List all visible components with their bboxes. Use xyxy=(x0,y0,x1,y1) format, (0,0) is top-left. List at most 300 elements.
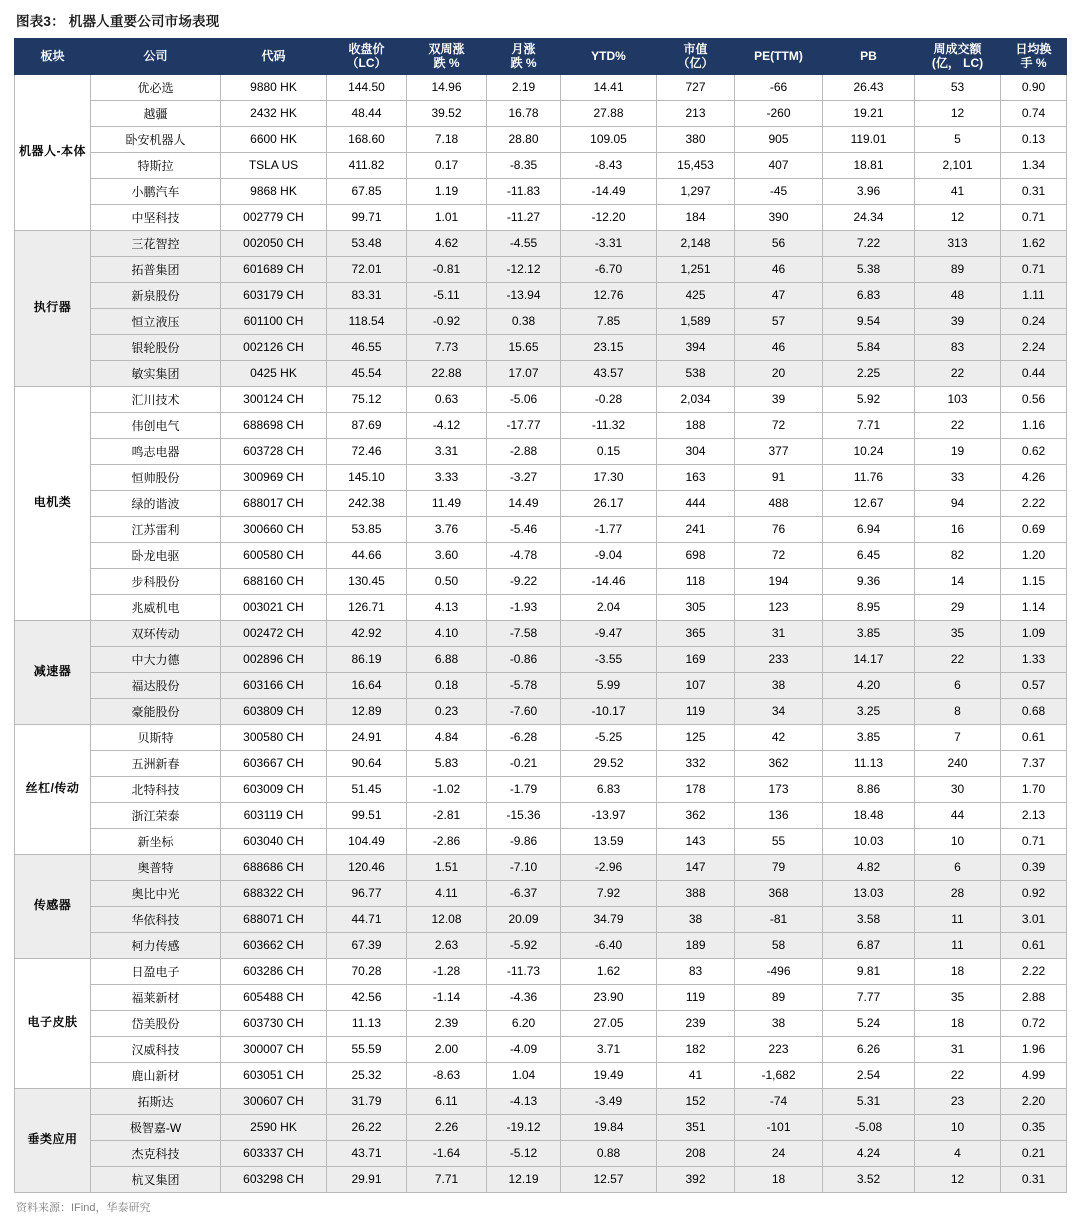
cell-biweekly-change: 1.19 xyxy=(407,178,487,204)
column-header-pe-ttm-label: PE(TTM) xyxy=(754,49,803,64)
cell-stock-code: 603730 CH xyxy=(221,1010,327,1036)
cell-close-price: 72.46 xyxy=(327,438,407,464)
cell-pe-ttm: 31 xyxy=(735,620,823,646)
cell-close-price: 411.82 xyxy=(327,152,407,178)
cell-ytd-change: 12.76 xyxy=(561,282,657,308)
cell-daily-turnover-rate: 7.37 xyxy=(1001,750,1067,776)
cell-ytd-change: -9.47 xyxy=(561,620,657,646)
cell-monthly-change: -5.06 xyxy=(487,386,561,412)
table-row xyxy=(15,516,1067,542)
cell-pe-ttm: 91 xyxy=(735,464,823,490)
cell-pb: 6.45 xyxy=(823,542,915,568)
cell-pe-ttm: 18 xyxy=(735,1166,823,1192)
cell-weekly-turnover: 39 xyxy=(915,308,1001,334)
table-row xyxy=(15,1166,1067,1192)
cell-weekly-turnover: 30 xyxy=(915,776,1001,802)
cell-biweekly-change: 2.00 xyxy=(407,1036,487,1062)
cell-stock-code: 603009 CH xyxy=(221,776,327,802)
sector-cell: 传感器 xyxy=(15,854,91,958)
cell-stock-code: 603040 CH xyxy=(221,828,327,854)
cell-pb: 18.48 xyxy=(823,802,915,828)
cell-weekly-turnover: 240 xyxy=(915,750,1001,776)
cell-daily-turnover-rate: 1.15 xyxy=(1001,568,1067,594)
cell-stock-code: 605488 CH xyxy=(221,984,327,1010)
cell-pe-ttm: 390 xyxy=(735,204,823,230)
cell-ytd-change: -13.97 xyxy=(561,802,657,828)
table-row xyxy=(15,386,1067,412)
cell-biweekly-change: 22.88 xyxy=(407,360,487,386)
cell-market-cap: 538 xyxy=(657,360,735,386)
cell-market-cap: 152 xyxy=(657,1088,735,1114)
cell-weekly-turnover: 41 xyxy=(915,178,1001,204)
cell-close-price: 53.85 xyxy=(327,516,407,542)
cell-biweekly-change: 7.73 xyxy=(407,334,487,360)
cell-close-price: 168.60 xyxy=(327,126,407,152)
cell-weekly-turnover: 19 xyxy=(915,438,1001,464)
cell-pe-ttm: 20 xyxy=(735,360,823,386)
cell-pb: 8.86 xyxy=(823,776,915,802)
cell-company-name: 江苏雷利 xyxy=(91,516,221,542)
cell-ytd-change: 29.52 xyxy=(561,750,657,776)
cell-market-cap: 305 xyxy=(657,594,735,620)
column-header-daily-rate-label: 日均换 xyxy=(1015,42,1052,56)
cell-weekly-turnover: 94 xyxy=(915,490,1001,516)
cell-stock-code: 688017 CH xyxy=(221,490,327,516)
column-header-weekly-turnover xyxy=(915,39,1001,75)
cell-ytd-change: -0.28 xyxy=(561,386,657,412)
cell-daily-turnover-rate: 1.33 xyxy=(1001,646,1067,672)
cell-close-price: 67.85 xyxy=(327,178,407,204)
cell-biweekly-change: 1.01 xyxy=(407,204,487,230)
cell-ytd-change: -3.55 xyxy=(561,646,657,672)
cell-pe-ttm: 38 xyxy=(735,1010,823,1036)
cell-monthly-change: -7.58 xyxy=(487,620,561,646)
cell-pe-ttm: 72 xyxy=(735,412,823,438)
cell-pb: 3.85 xyxy=(823,724,915,750)
cell-ytd-change: -11.32 xyxy=(561,412,657,438)
cell-stock-code: 603286 CH xyxy=(221,958,327,984)
sector-cell: 丝杠/传动 xyxy=(15,724,91,854)
table-row xyxy=(15,802,1067,828)
column-header-pb-label: PB xyxy=(860,49,877,64)
cell-pe-ttm: 57 xyxy=(735,308,823,334)
cell-monthly-change: -5.78 xyxy=(487,672,561,698)
cell-daily-turnover-rate: 2.20 xyxy=(1001,1088,1067,1114)
cell-company-name: 卧龙电驱 xyxy=(91,542,221,568)
cell-monthly-change: -11.27 xyxy=(487,204,561,230)
cell-monthly-change: 2.19 xyxy=(487,74,561,100)
source-note: 资料来源：IFind，华泰研究 xyxy=(16,1201,151,1214)
cell-monthly-change: -13.94 xyxy=(487,282,561,308)
table-row xyxy=(15,438,1067,464)
cell-pb: 5.31 xyxy=(823,1088,915,1114)
cell-ytd-change: 5.99 xyxy=(561,672,657,698)
cell-pb: 3.85 xyxy=(823,620,915,646)
cell-daily-turnover-rate: 0.44 xyxy=(1001,360,1067,386)
cell-weekly-turnover: 313 xyxy=(915,230,1001,256)
cell-company-name: 鹿山新材 xyxy=(91,1062,221,1088)
cell-daily-turnover-rate: 1.62 xyxy=(1001,230,1067,256)
cell-ytd-change: -9.04 xyxy=(561,542,657,568)
cell-close-price: 83.31 xyxy=(327,282,407,308)
cell-weekly-turnover: 2,101 xyxy=(915,152,1001,178)
cell-ytd-change: 23.15 xyxy=(561,334,657,360)
cell-daily-turnover-rate: 1.70 xyxy=(1001,776,1067,802)
cell-ytd-change: 13.59 xyxy=(561,828,657,854)
cell-close-price: 72.01 xyxy=(327,256,407,282)
cell-biweekly-change: -0.92 xyxy=(407,308,487,334)
cell-pb: 3.25 xyxy=(823,698,915,724)
cell-company-name: 特斯拉 xyxy=(91,152,221,178)
column-header-weekly-turnover-sub: (亿， LC) xyxy=(931,56,984,71)
column-header-pb xyxy=(823,39,915,75)
cell-daily-turnover-rate: 0.71 xyxy=(1001,828,1067,854)
cell-weekly-turnover: 83 xyxy=(915,334,1001,360)
cell-close-price: 11.13 xyxy=(327,1010,407,1036)
cell-monthly-change: -4.09 xyxy=(487,1036,561,1062)
cell-market-cap: 380 xyxy=(657,126,735,152)
cell-pb: 4.24 xyxy=(823,1140,915,1166)
cell-market-cap: 119 xyxy=(657,984,735,1010)
cell-pe-ttm: 38 xyxy=(735,672,823,698)
cell-biweekly-change: -1.64 xyxy=(407,1140,487,1166)
cell-market-cap: 388 xyxy=(657,880,735,906)
cell-company-name: 华依科技 xyxy=(91,906,221,932)
cell-pb: 5.92 xyxy=(823,386,915,412)
cell-daily-turnover-rate: 0.71 xyxy=(1001,256,1067,282)
cell-daily-turnover-rate: 0.71 xyxy=(1001,204,1067,230)
cell-stock-code: 603119 CH xyxy=(221,802,327,828)
cell-biweekly-change: 3.60 xyxy=(407,542,487,568)
cell-company-name: 小鹏汽车 xyxy=(91,178,221,204)
cell-company-name: 中坚科技 xyxy=(91,204,221,230)
cell-biweekly-change: 11.49 xyxy=(407,490,487,516)
cell-pe-ttm: 123 xyxy=(735,594,823,620)
cell-close-price: 31.79 xyxy=(327,1088,407,1114)
cell-close-price: 99.51 xyxy=(327,802,407,828)
cell-weekly-turnover: 14 xyxy=(915,568,1001,594)
cell-pb: 18.81 xyxy=(823,152,915,178)
cell-biweekly-change: -1.28 xyxy=(407,958,487,984)
cell-weekly-turnover: 44 xyxy=(915,802,1001,828)
cell-ytd-change: 23.90 xyxy=(561,984,657,1010)
cell-company-name: 新泉股份 xyxy=(91,282,221,308)
cell-company-name: 拓斯达 xyxy=(91,1088,221,1114)
cell-company-name: 双环传动 xyxy=(91,620,221,646)
cell-pe-ttm: 42 xyxy=(735,724,823,750)
column-header-sector-label: 板块 xyxy=(40,49,65,64)
table-row xyxy=(15,568,1067,594)
cell-biweekly-change: 0.17 xyxy=(407,152,487,178)
cell-stock-code: 2590 HK xyxy=(221,1114,327,1140)
cell-daily-turnover-rate: 0.68 xyxy=(1001,698,1067,724)
cell-ytd-change: -14.46 xyxy=(561,568,657,594)
cell-weekly-turnover: 22 xyxy=(915,412,1001,438)
cell-daily-turnover-rate: 2.22 xyxy=(1001,958,1067,984)
cell-pb: 3.52 xyxy=(823,1166,915,1192)
cell-market-cap: 698 xyxy=(657,542,735,568)
cell-weekly-turnover: 16 xyxy=(915,516,1001,542)
cell-close-price: 145.10 xyxy=(327,464,407,490)
cell-biweekly-change: -2.81 xyxy=(407,802,487,828)
cell-ytd-change: -3.49 xyxy=(561,1088,657,1114)
cell-market-cap: 118 xyxy=(657,568,735,594)
table-row xyxy=(15,256,1067,282)
cell-close-price: 42.56 xyxy=(327,984,407,1010)
cell-stock-code: 9880 HK xyxy=(221,74,327,100)
cell-weekly-turnover: 33 xyxy=(915,464,1001,490)
cell-ytd-change: -6.70 xyxy=(561,256,657,282)
cell-monthly-change: -1.93 xyxy=(487,594,561,620)
cell-ytd-change: -8.43 xyxy=(561,152,657,178)
cell-pe-ttm: -1,682 xyxy=(735,1062,823,1088)
cell-market-cap: 394 xyxy=(657,334,735,360)
cell-market-cap: 147 xyxy=(657,854,735,880)
table-row xyxy=(15,334,1067,360)
table-row xyxy=(15,1088,1067,1114)
table-row xyxy=(15,1114,1067,1140)
cell-market-cap: 304 xyxy=(657,438,735,464)
cell-pb: -5.08 xyxy=(823,1114,915,1140)
cell-stock-code: 002896 CH xyxy=(221,646,327,672)
cell-monthly-change: 6.20 xyxy=(487,1010,561,1036)
cell-pe-ttm: 47 xyxy=(735,282,823,308)
cell-close-price: 55.59 xyxy=(327,1036,407,1062)
cell-daily-turnover-rate: 0.35 xyxy=(1001,1114,1067,1140)
cell-daily-turnover-rate: 0.13 xyxy=(1001,126,1067,152)
cell-close-price: 87.69 xyxy=(327,412,407,438)
table-row xyxy=(15,126,1067,152)
cell-company-name: 极智嘉-W xyxy=(91,1114,221,1140)
cell-company-name: 福达股份 xyxy=(91,672,221,698)
table-row xyxy=(15,100,1067,126)
cell-pe-ttm: -260 xyxy=(735,100,823,126)
cell-weekly-turnover: 4 xyxy=(915,1140,1001,1166)
cell-biweekly-change: 0.63 xyxy=(407,386,487,412)
sector-cell: 电子皮肤 xyxy=(15,958,91,1088)
cell-market-cap: 15,453 xyxy=(657,152,735,178)
cell-pb: 4.82 xyxy=(823,854,915,880)
cell-pe-ttm: 24 xyxy=(735,1140,823,1166)
cell-company-name: 杰克科技 xyxy=(91,1140,221,1166)
cell-market-cap: 241 xyxy=(657,516,735,542)
table-row xyxy=(15,542,1067,568)
cell-ytd-change: 19.49 xyxy=(561,1062,657,1088)
cell-monthly-change: -19.12 xyxy=(487,1114,561,1140)
cell-stock-code: 002779 CH xyxy=(221,204,327,230)
sector-cell: 执行器 xyxy=(15,230,91,386)
cell-monthly-change: -4.36 xyxy=(487,984,561,1010)
cell-stock-code: 603051 CH xyxy=(221,1062,327,1088)
cell-biweekly-change: 12.08 xyxy=(407,906,487,932)
table-header-row xyxy=(15,39,1067,75)
cell-ytd-change: 0.15 xyxy=(561,438,657,464)
cell-weekly-turnover: 35 xyxy=(915,984,1001,1010)
table-row xyxy=(15,282,1067,308)
cell-pe-ttm: 194 xyxy=(735,568,823,594)
cell-market-cap: 182 xyxy=(657,1036,735,1062)
cell-company-name: 贝斯特 xyxy=(91,724,221,750)
table-row xyxy=(15,958,1067,984)
column-header-ytd-label: YTD% xyxy=(591,49,626,64)
cell-weekly-turnover: 31 xyxy=(915,1036,1001,1062)
cell-pb: 5.38 xyxy=(823,256,915,282)
cell-market-cap: 189 xyxy=(657,932,735,958)
cell-market-cap: 444 xyxy=(657,490,735,516)
cell-monthly-change: -4.55 xyxy=(487,230,561,256)
cell-pb: 6.94 xyxy=(823,516,915,542)
cell-daily-turnover-rate: 2.13 xyxy=(1001,802,1067,828)
cell-monthly-change: -6.37 xyxy=(487,880,561,906)
cell-weekly-turnover: 23 xyxy=(915,1088,1001,1114)
cell-stock-code: 601689 CH xyxy=(221,256,327,282)
column-header-close-price xyxy=(327,39,407,75)
cell-ytd-change: -14.49 xyxy=(561,178,657,204)
cell-daily-turnover-rate: 0.31 xyxy=(1001,1166,1067,1192)
column-header-pe-ttm xyxy=(735,39,823,75)
table-row xyxy=(15,308,1067,334)
cell-stock-code: 300607 CH xyxy=(221,1088,327,1114)
cell-pb: 6.83 xyxy=(823,282,915,308)
table-row xyxy=(15,776,1067,802)
cell-ytd-change: -2.96 xyxy=(561,854,657,880)
cell-pe-ttm: 233 xyxy=(735,646,823,672)
cell-company-name: 岱美股份 xyxy=(91,1010,221,1036)
cell-biweekly-change: 2.63 xyxy=(407,932,487,958)
cell-monthly-change: -15.36 xyxy=(487,802,561,828)
cell-ytd-change: 27.05 xyxy=(561,1010,657,1036)
cell-market-cap: 1,297 xyxy=(657,178,735,204)
cell-stock-code: 603728 CH xyxy=(221,438,327,464)
table-body xyxy=(15,74,1067,1192)
cell-biweekly-change: -8.63 xyxy=(407,1062,487,1088)
cell-pe-ttm: 55 xyxy=(735,828,823,854)
cell-biweekly-change: 6.88 xyxy=(407,646,487,672)
cell-company-name: 奥普特 xyxy=(91,854,221,880)
cell-company-name: 日盈电子 xyxy=(91,958,221,984)
cell-monthly-change: -8.35 xyxy=(487,152,561,178)
cell-biweekly-change: 0.23 xyxy=(407,698,487,724)
column-header-close-price-sub: （LC） xyxy=(346,56,387,71)
cell-biweekly-change: -4.12 xyxy=(407,412,487,438)
table-row xyxy=(15,152,1067,178)
cell-weekly-turnover: 10 xyxy=(915,1114,1001,1140)
cell-biweekly-change: 2.26 xyxy=(407,1114,487,1140)
cell-market-cap: 365 xyxy=(657,620,735,646)
cell-weekly-turnover: 7 xyxy=(915,724,1001,750)
cell-biweekly-change: 4.13 xyxy=(407,594,487,620)
cell-stock-code: 688698 CH xyxy=(221,412,327,438)
sector-cell: 垂类应用 xyxy=(15,1088,91,1192)
cell-pe-ttm: 223 xyxy=(735,1036,823,1062)
cell-monthly-change: -7.10 xyxy=(487,854,561,880)
cell-close-price: 90.64 xyxy=(327,750,407,776)
cell-close-price: 104.49 xyxy=(327,828,407,854)
column-header-biweekly-change xyxy=(407,39,487,75)
cell-ytd-change: -6.40 xyxy=(561,932,657,958)
cell-pb: 9.36 xyxy=(823,568,915,594)
cell-weekly-turnover: 29 xyxy=(915,594,1001,620)
cell-monthly-change: -3.27 xyxy=(487,464,561,490)
cell-monthly-change: -5.12 xyxy=(487,1140,561,1166)
cell-pe-ttm: 368 xyxy=(735,880,823,906)
cell-monthly-change: -5.46 xyxy=(487,516,561,542)
cell-company-name: 五洲新春 xyxy=(91,750,221,776)
cell-daily-turnover-rate: 1.16 xyxy=(1001,412,1067,438)
sector-cell: 机器人-本体 xyxy=(15,74,91,230)
cell-weekly-turnover: 89 xyxy=(915,256,1001,282)
column-header-daily-rate-sub: 手 % xyxy=(1020,56,1047,71)
cell-market-cap: 2,034 xyxy=(657,386,735,412)
cell-pb: 6.26 xyxy=(823,1036,915,1062)
cell-biweekly-change: 7.18 xyxy=(407,126,487,152)
cell-pb: 14.17 xyxy=(823,646,915,672)
column-header-monthly-sub: 跌 % xyxy=(510,56,537,71)
cell-pe-ttm: 407 xyxy=(735,152,823,178)
cell-company-name: 三花智控 xyxy=(91,230,221,256)
cell-monthly-change: -1.79 xyxy=(487,776,561,802)
cell-pb: 4.20 xyxy=(823,672,915,698)
cell-company-name: 优必选 xyxy=(91,74,221,100)
cell-stock-code: 002050 CH xyxy=(221,230,327,256)
cell-market-cap: 392 xyxy=(657,1166,735,1192)
cell-close-price: 43.71 xyxy=(327,1140,407,1166)
cell-close-price: 48.44 xyxy=(327,100,407,126)
cell-market-cap: 178 xyxy=(657,776,735,802)
cell-pb: 6.87 xyxy=(823,932,915,958)
cell-market-cap: 425 xyxy=(657,282,735,308)
cell-market-cap: 2,148 xyxy=(657,230,735,256)
column-header-monthly-label: 月涨 xyxy=(511,42,536,56)
cell-ytd-change: 109.05 xyxy=(561,126,657,152)
cell-weekly-turnover: 8 xyxy=(915,698,1001,724)
cell-weekly-turnover: 22 xyxy=(915,646,1001,672)
cell-daily-turnover-rate: 0.57 xyxy=(1001,672,1067,698)
cell-pe-ttm: 89 xyxy=(735,984,823,1010)
cell-daily-turnover-rate: 2.24 xyxy=(1001,334,1067,360)
cell-pe-ttm: 362 xyxy=(735,750,823,776)
cell-ytd-change: -3.31 xyxy=(561,230,657,256)
cell-close-price: 42.92 xyxy=(327,620,407,646)
cell-stock-code: 300124 CH xyxy=(221,386,327,412)
cell-pe-ttm: 34 xyxy=(735,698,823,724)
cell-ytd-change: 19.84 xyxy=(561,1114,657,1140)
cell-daily-turnover-rate: 0.24 xyxy=(1001,308,1067,334)
table-row xyxy=(15,1062,1067,1088)
cell-daily-turnover-rate: 0.21 xyxy=(1001,1140,1067,1166)
table-row xyxy=(15,880,1067,906)
cell-monthly-change: 12.19 xyxy=(487,1166,561,1192)
cell-market-cap: 169 xyxy=(657,646,735,672)
cell-market-cap: 163 xyxy=(657,464,735,490)
column-header-company xyxy=(91,39,221,75)
cell-ytd-change: 34.79 xyxy=(561,906,657,932)
cell-daily-turnover-rate: 0.92 xyxy=(1001,880,1067,906)
cell-biweekly-change: -1.14 xyxy=(407,984,487,1010)
cell-ytd-change: 0.88 xyxy=(561,1140,657,1166)
table-row xyxy=(15,490,1067,516)
cell-company-name: 鸣志电器 xyxy=(91,438,221,464)
cell-close-price: 242.38 xyxy=(327,490,407,516)
table-row xyxy=(15,672,1067,698)
cell-close-price: 126.71 xyxy=(327,594,407,620)
cell-stock-code: 300660 CH xyxy=(221,516,327,542)
table-row xyxy=(15,932,1067,958)
cell-stock-code: 300969 CH xyxy=(221,464,327,490)
cell-daily-turnover-rate: 0.56 xyxy=(1001,386,1067,412)
cell-biweekly-change: -5.11 xyxy=(407,282,487,308)
cell-pb: 11.13 xyxy=(823,750,915,776)
